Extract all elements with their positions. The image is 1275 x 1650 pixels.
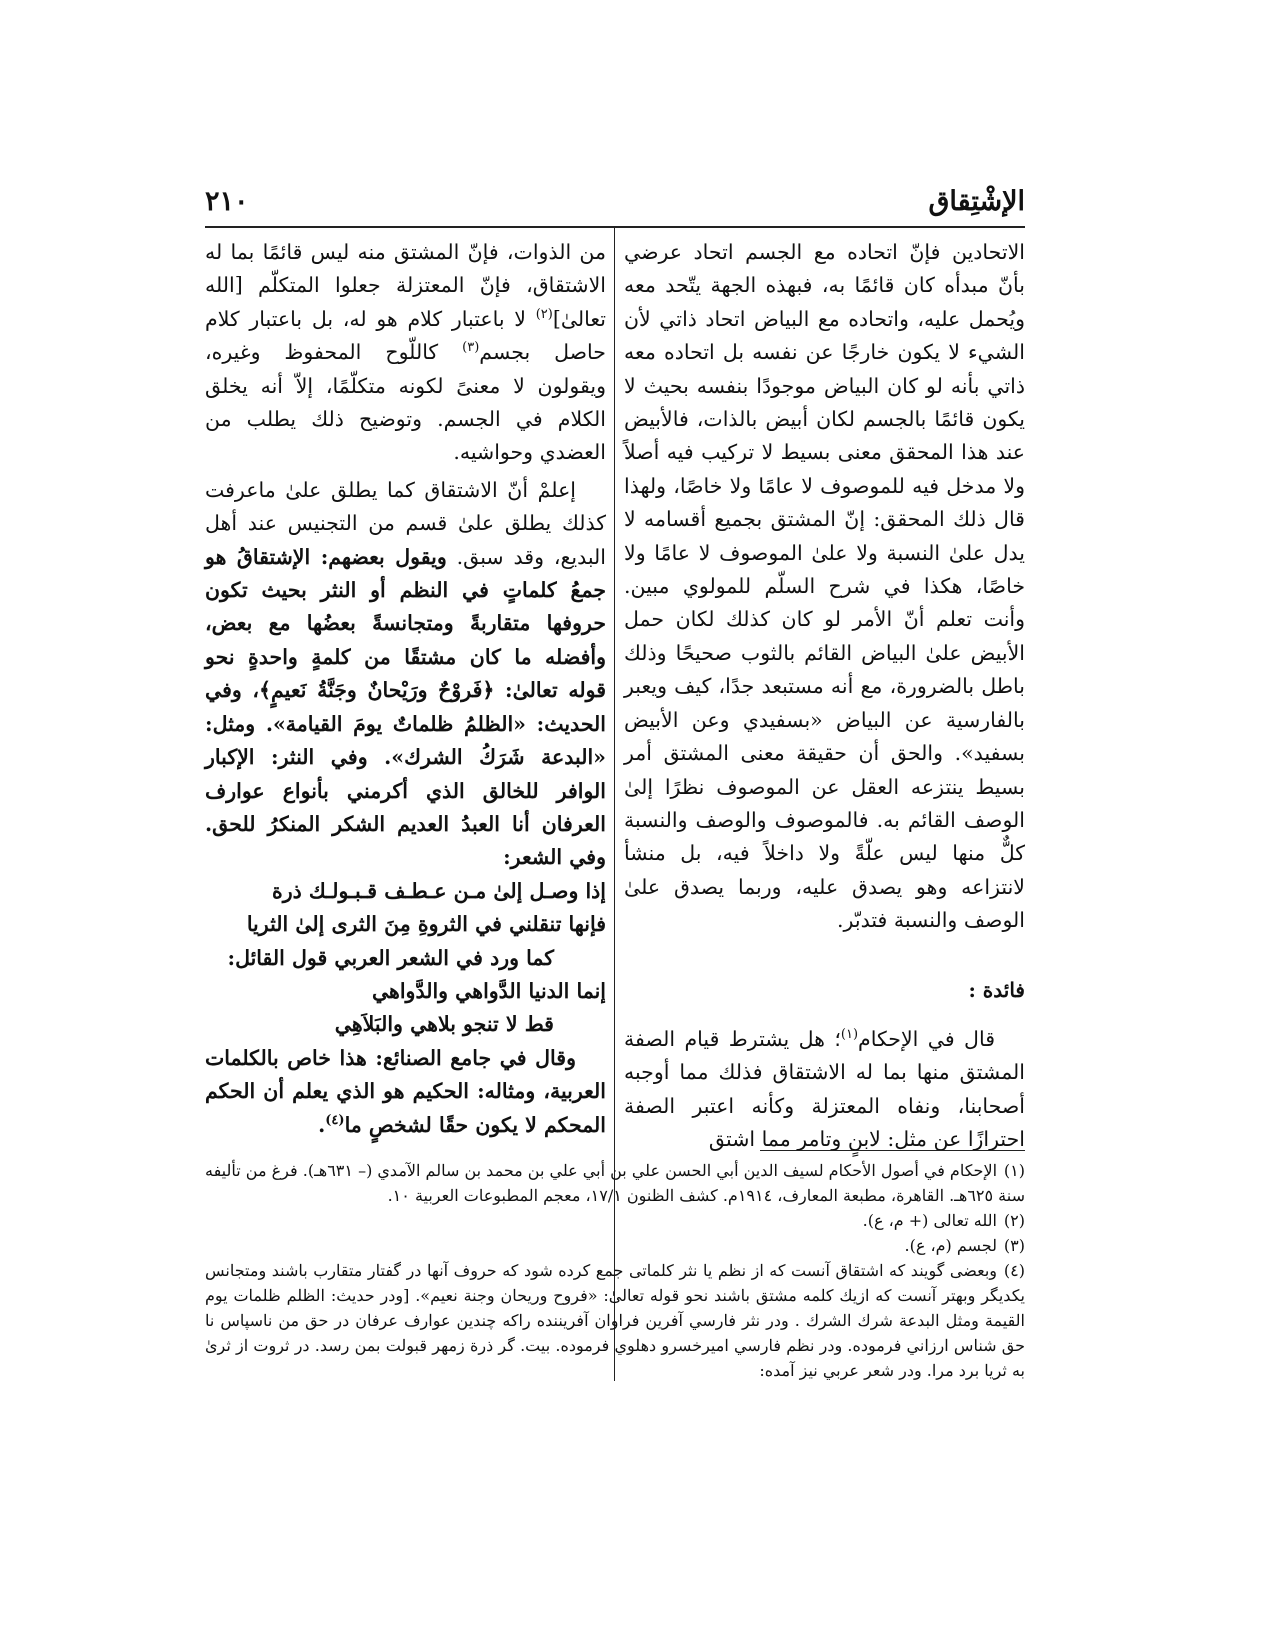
left-paragraph-2-b: ويقول بعضهم: الإشتقاقُ هو جمعُ كلماتٍ في النظم أو النثر بحيث تكون حروفها متقاربةً ومتجانسةً بعضُها مع بعض، وأفضله ما كان مشتقًا من كلمةٍ واحدةٍ نحو قوله تعالىٰ: ﴿فَروْحٌ ورَيْحانٌ وجَنَّةُ نَعيمٍ﴾، وفي الحديث: «الظلمُ ظلماتٌ يومَ القيامة». ومثل: «البدعة شَرَكُ الشرك». وفي النثر: الإكبار الوافر للخالق الذي أكرمني بأنواع عوارف العرفان أنا العبدُ العديم الشكر المنكرُ للحق. وفي الشعر:	[205, 544, 606, 870]
right-column	[624, 236, 1025, 1157]
left-paragraph-3-b: .	[318, 1112, 326, 1137]
verse-line-2: فإنها تنقلني في الثروةِ مِنَ الثرى إلىٰ الثريا	[246, 912, 606, 937]
page-number: ٢١٠	[205, 186, 249, 217]
footnote-1-number: (١)	[1003, 1161, 1026, 1180]
left-paragraph-3	[205, 1042, 606, 1142]
right-paragraph-2-start: قال في الإحكام	[858, 1026, 995, 1051]
left-paragraph-1-a: من الذوات، فإنّ المشتق منه ليس قائمًا بما له الاشتقاق، فإنّ المعتزلة جعلوا المتكلّم [الله تعالىٰ]	[205, 240, 606, 331]
footnote-1	[205, 1158, 1025, 1208]
left-paragraph-2	[205, 474, 606, 875]
verse-line-4: إنما الدنيا الدَّواهي والدَّواهي	[371, 978, 606, 1003]
page-header	[205, 186, 1025, 226]
section-heading: فائدة :	[968, 977, 1025, 1002]
footnote-ref-2: (٢)	[535, 306, 553, 322]
footnote-4-number: (٤)	[1003, 1261, 1025, 1280]
footnote-4-text: وبعضى گويند كه اشتقاق آنست كه از نظم يا نثر كلماتى جمع كرده شود كه حروف آنها در گفتار متقارب باشند ومتجانس يكديگر وبهتر آنست كه ازيك كلمه مشتق باشند نحو قوله تعالىٰ: «فروح وريحان وجنة نعيم». [ودر حديث: الظلم ظلمات يوم القيمة ومثل البدعة شرك الشرك . ودر نثر فارسي آفرين فراوان آفريننده راكه چندين عوارف عرفان در حق من ناسپاس نا حق شناس ارزاني فرموده. ودر نظم فارسي اميرخسرو دهلوي فرموده. بيت. گر ذرة زمهر قبولت بمن رسد. در ثروت از ثرىٰ به ثريا برد مرا. ودر شعر عربي نيز آمده:	[205, 1261, 1025, 1380]
footnote-1-text: الإحكام في أصول الأحكام لسيف الدين أبي الحسن علي بن أبي علي بن محمد بن سالم الآمدي (– ٦٣١هـ). فرغ من تأليفه سنة ٦٢٥هـ. القاهرة، مطبعة المعارف، ١٩١٤م. كشف الظنون ١٧/١، معجم المطبوعات العربية ١٠.	[205, 1161, 1025, 1205]
right-paragraph-2-end: ؛ هل يشترط قيام الصفة المشتق منها بما له الاشتقاق فذلك مما أوجبه أصحابنا، ونفاه المعتزلة وكأنه اعتبر الصفة احترازًا عن مثل: لابنٍ وتامر مما اشتق	[624, 1026, 1025, 1152]
verse-line-1: إذا وصـل إلىٰ مـن عـطـف قـبـولـك ذرة	[272, 878, 606, 903]
footnote-ref-3: (٣)	[462, 340, 480, 356]
header-rule	[205, 226, 1025, 228]
footnote-2-text: الله تعالى (+ م، ع).	[862, 1211, 997, 1230]
right-paragraph-2	[624, 1023, 1025, 1157]
left-column	[205, 236, 606, 1142]
right-paragraph-1: الاتحادين فإنّ اتحاده مع الجسم اتحاد عرضي بأنّ مبدأه كان قائمًا به، فبهذه الجهة يتّحد معه ويُحمل عليه، واتحاده مع البياض اتحاد ذاتي لأن الشيء لا يكون خارجًا عن نفسه بل اتحاده معه ذاتي بأنه لو كان البياض موجودًا بنفسه بحيث لا يكون قائمًا بالجسم لكان أبيض بالذات، فالأبيض عند هذا المحقق معنى بسيط لا تركيب فيه أصلاً ولا مدخل فيه للموصوف لا عامًا ولا خاصًا، ولهذا قال ذلك المحقق: إنّ المشتق بجميع أقسامه لا يدل علىٰ النسبة ولا علىٰ الموصوف لا عامًا ولا خاصًا، هكذا في شرح السلّم للمولوي مبين. وأنت تعلم أنّ الأمر لو كان كذلك لكان حمل الأبيض علىٰ البياض القائم بالثوب صحيحًا وذلك باطل بالضرورة، مع أنه مستبعد جدًا، كيف ويعبر بالفارسية عن البياض «بسفيدي وعن الأبيض بسفيد». والحق أن حقيقة معنى المشتق أمر بسيط ينتزعه العقل عن الموصوف نظرًا إلىٰ الوصف القائم به. فالموصوف والوصف والنسبة كلٌّ منها ليس علّةً ولا داخلاً فيه، بل منشأ لانتزاعه وهو يصدق عليه، وربما يصدق علىٰ الوصف والنسبة فتدبّر.	[624, 240, 1025, 933]
footnote-2	[205, 1208, 1025, 1233]
footnote-rule	[760, 1150, 1025, 1151]
verse-line-3: كما ورد في الشعر العربي قول القائل:	[227, 945, 554, 970]
footnote-ref-4: (٤)	[325, 1112, 345, 1128]
footnote-ref-1: (١)	[840, 1027, 859, 1043]
footnote-3-text: لجسم (م، ع).	[904, 1236, 997, 1255]
left-paragraph-3-a: وقال في جامع الصنائع: هذا خاص بالكلمات العربية، ومثاله: الحكيم هو الذي يعلم أن الحكم المحكم لا يكون حقًا لشخصٍ ما	[205, 1045, 606, 1137]
footnote-3-number: (٣)	[1003, 1236, 1025, 1255]
verse-line-5: قط لا تنجو بلاهي والبَلاَهِي	[334, 1012, 554, 1037]
running-title: الإشْتِقاق	[928, 186, 1025, 217]
left-paragraph-1-c: كاللّوح المحفوظ وغيره، ويقولون لا معنىً لكونه متكلّمًا، إلاّ أنه يخلق الكلام في الجسم. وتوضيح ذلك يطلب من العضدي وحواشيه.	[205, 340, 606, 465]
footnotes	[205, 1158, 1025, 1383]
footnote-2-number: (٢)	[1003, 1211, 1025, 1230]
footnote-3	[205, 1233, 1025, 1258]
left-paragraph-2-a: إعلمْ أنّ الاشتقاق كما يطلق علىٰ ماعرفت كذلك يطلق علىٰ قسم من التجنيس عند أهل البديع، وقد سبق.	[205, 477, 606, 569]
left-paragraph-1-b: لا باعتبار كلام هو له، بل باعتبار كلام حاصل بجسم	[205, 306, 606, 365]
footnote-4	[205, 1258, 1025, 1383]
left-paragraph-1	[205, 236, 606, 470]
